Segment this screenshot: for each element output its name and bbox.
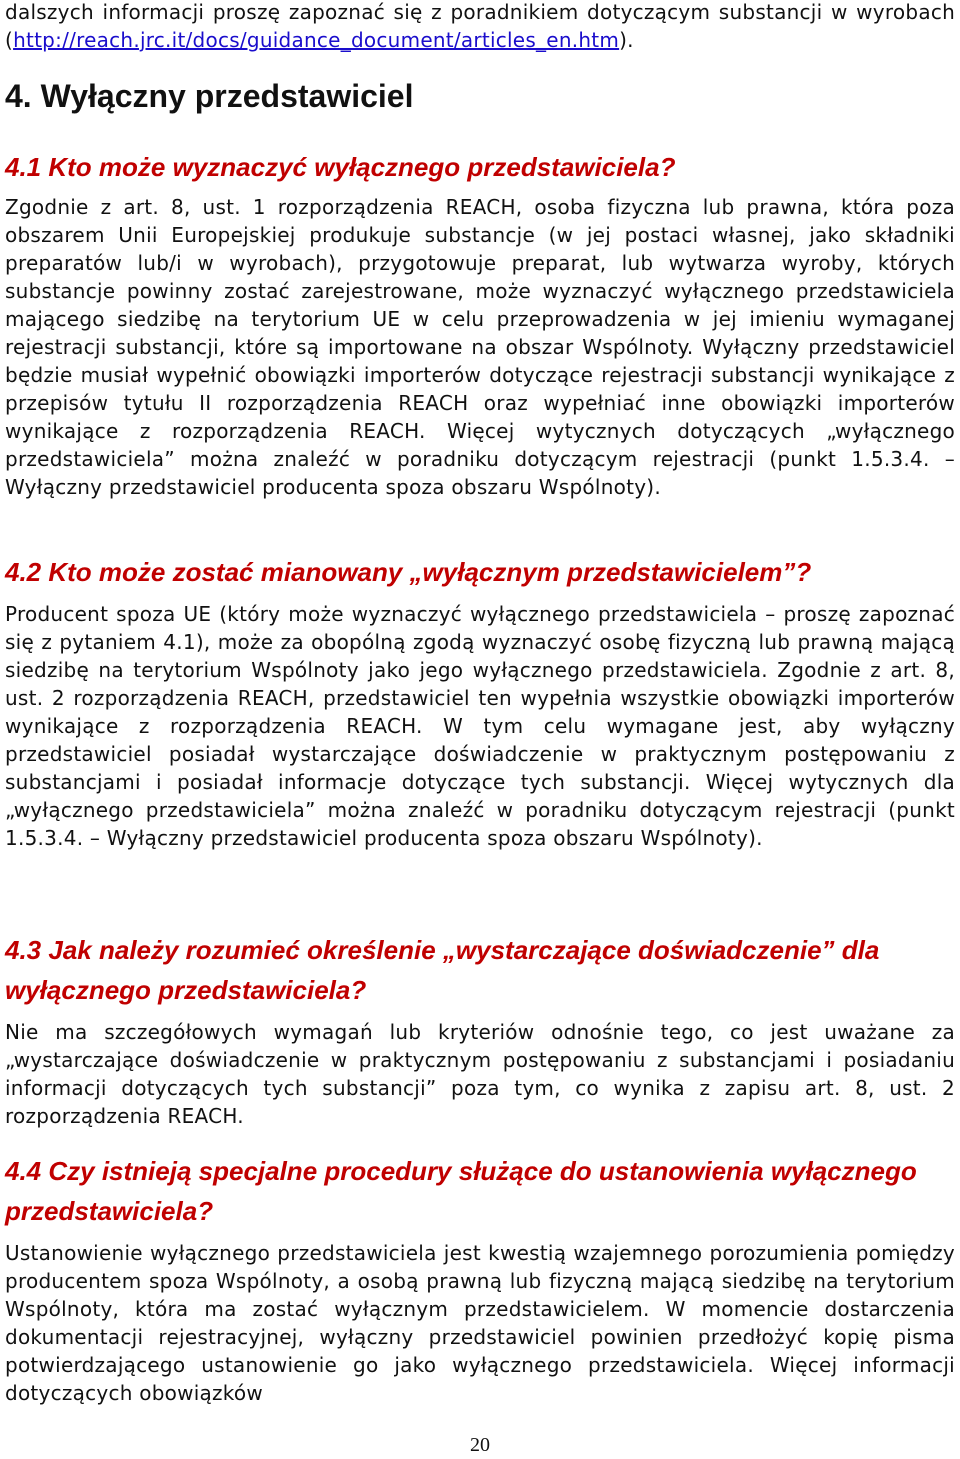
page-number: 20 <box>470 1434 490 1456</box>
question-4-1-answer: Zgodnie z art. 8, ust. 1 rozporządzenia REACH, osoba fizyczna lub prawna, która poza obszarem Unii Europejskiej produkuje substancje (w jej postaci własnej, jako składniki preparatów lub/i w wyrobach), przygotowuje preparat, lub wytwarza wyroby, których substancje powinny zostać zarejestrowane, może wyznaczyć wyłącznego przedstawiciela mającego siedzibę na terytorium UE w celu przeprowadzenia w jej imieniu wymaganej rejestracji substancji, które są importowane na obszar Wspólnoty. Wyłączny przedstawiciel będzie musiał wypełnić obowiązki importerów dotyczące rejestracji substancji wynikające z przepisów tytułu II rozporządzenia REACH oraz wypełniać inne obowiązki importerów wynikające z rozporządzenia REACH. Więcej wytycznych dotyczących „wyłącznego przedstawiciela” można znaleźć w poradniku dotyczącym rejestracji (punkt 1.5.3.4. – Wyłączny przedstawiciel producenta spoza obszaru Wspólnoty). <box>5 195 955 499</box>
question-4-3-heading: 4.3 Jak należy rozumieć określenie „wystarczające doświadczenie” dla wyłącznego przedstawiciela? <box>5 935 880 1005</box>
intro-paragraph <box>5 0 955 54</box>
intro-text-end: ). <box>619 28 634 52</box>
question-4-4-answer: Ustanowienie wyłącznego przedstawiciela jest kwestią wzajemnego porozumienia pomiędzy producentem spoza Wspólnoty, a osobą prawną lub fizyczną mającą siedzibę na terytorium Wspólnoty, która ma zostać wyłącznym przedstawicielem. W momencie dostarczenia dokumentacji rejestracyjnej, wyłączny przedstawiciel powinien przedłożyć kopię pisma potwierdzającego ustanowienie go jako wyłącznego przedstawiciela. Więcej informacji dotyczących obowiązków <box>5 1241 955 1405</box>
guidance-link[interactable]: http://reach.jrc.it/docs/guidance_document/articles_en.htm <box>13 28 620 52</box>
question-4-3-answer: Nie ma szczegółowych wymagań lub kryteriów odnośnie tego, co jest uważane za „wystarczające doświadczenie w praktycznym postępowaniu z substancjami i posiadaniu informacji dotyczących tych substancji” poza tym, co wynika z zapisu art. 8, ust. 2 rozporządzenia REACH. <box>5 1020 955 1128</box>
question-4-2-heading: 4.2 Kto może zostać mianowany „wyłącznym przedstawicielem”? <box>5 557 812 587</box>
intro-text: dalszych informacji proszę zapoznać się z poradnikiem dotyczącym substancji w wyrobach ( <box>5 0 955 52</box>
question-4-1-heading: 4.1 Kto może wyznaczyć wyłącznego przedstawiciela? <box>5 152 676 182</box>
question-4-2-answer: Producent spoza UE (który może wyznaczyć wyłącznego przedstawiciela – proszę zapoznać się z pytaniem 4.1), może za obopólną zgodą wyznaczyć osobę fizyczną lub prawną mającą siedzibę na terytorium Wspólnoty jako jego wyłącznego przedstawiciela. Zgodnie z art. 8, ust. 2 rozporządzenia REACH, przedstawiciel ten wypełnia wszystkie obowiązki importerów wynikające z rozporządzenia REACH. W tym celu wymagane jest, aby wyłączny przedstawiciel posiadał wystarczające doświadczenie w praktycznym postępowaniu z substancjami i posiadał informacje dotyczące tych substancji. Więcej wytycznych dla „wyłącznego przedstawiciela” można znaleźć w poradniku dotyczącym rejestracji (punkt 1.5.3.4. – Wyłączny przedstawiciel producenta spoza obszaru Wspólnoty). <box>5 602 955 850</box>
question-4-4-heading: 4.4 Czy istnieją specjalne procedury służące do ustanowienia wyłącznego przedstawiciela? <box>5 1156 917 1226</box>
section-title: 4. Wyłączny przedstawiciel <box>5 78 414 114</box>
